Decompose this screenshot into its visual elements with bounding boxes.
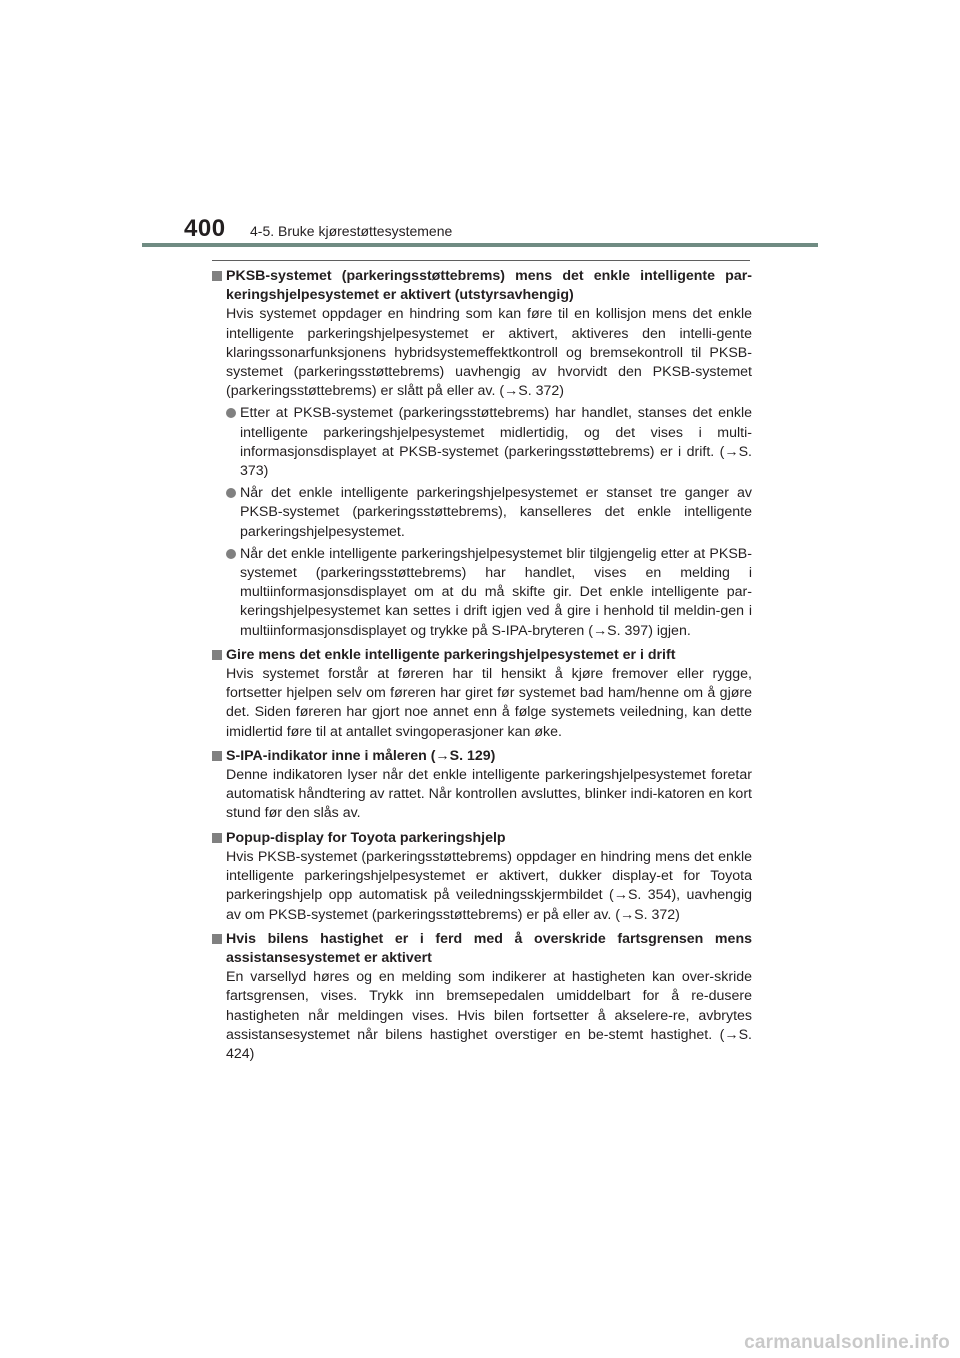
section-heading	[212, 829, 752, 848]
section-heading	[212, 267, 752, 305]
section-heading	[212, 646, 752, 665]
section-divider	[212, 260, 750, 261]
section-popup-display	[212, 829, 752, 925]
page-content	[212, 267, 752, 1069]
list-item-text: Når det enkle intelligente parkeringshjelpesystemet er stanset tre ganger av PKSB-systemet (parkeringsstøttebrems), kanselleres det enkle intelligente parkeringshjelpesystemet.	[240, 485, 752, 540]
list-item	[226, 545, 752, 641]
list-item-text: Etter at PKSB-systemet (parkeringsstøttebrems) har handlet, stanses det enkle intelligente parkeringshjelpesystemet midlertidig, og det vises i multi-informasjonsdisplayet at PKSB-systemet (parkeringsstøttebrems) er i drift. (→S. 373)	[240, 405, 752, 480]
square-bullet-icon	[212, 650, 222, 660]
section-gire	[212, 646, 752, 742]
page-header	[0, 0, 960, 260]
chapter-title: 4-5. Bruke kjørestøttesystemene	[250, 223, 453, 239]
section-body: Hvis systemet forstår at føreren har til hensikt å kjøre fremover eller rygge, fortsetter hjelpen selv om føreren har giret før systemet bad ham/henne om å gjøre det. Siden føreren har gjort noe annet enn å følge systemets veiledning, kan dette imidlertid føre til at antallet svingoperasjoner kan øke.	[226, 666, 752, 740]
square-bullet-icon	[212, 934, 222, 944]
section-heading-text: PKSB-systemet (parkeringsstøttebrems) mens det enkle intelligente par-keringshjelpesystemet er aktivert (utstyrsavhengig)	[226, 268, 752, 304]
section-body: Hvis PKSB-systemet (parkeringsstøttebrems) oppdager en hindring mens det enkle intelligente parkeringshjelpesystemet er aktivert, dukker display-et for Toyota parkeringshjelp opp automatisk på veiledningsskjermbildet (→S. 354), uavhengig av om PKSB-systemet (parkeringsstøttebrems) er på eller av. (→S. 372)	[226, 848, 752, 923]
section-pksb	[212, 267, 752, 641]
list-item	[226, 404, 752, 481]
section-heading-text: S-IPA-indikator inne i måleren (→S. 129)	[226, 747, 496, 764]
section-heading-text: Gire mens det enkle intelligente parkeringshjelpesystemet er i drift	[226, 646, 676, 663]
square-bullet-icon	[212, 751, 222, 761]
section-body: Denne indikatoren lyser når det enkle intelligente parkeringshjelpesystemet foretar automatisk håndtering av rattet. Når kontrollen avsluttes, blinker indi-katoren en kort stund før den slås av.	[226, 767, 752, 822]
section-speed-limit	[212, 930, 752, 1064]
page-number: 400	[184, 215, 226, 242]
round-bullet-icon	[226, 408, 236, 418]
list-item-text: Når det enkle intelligente parkeringshjelpesystemet blir tilgjengelig etter at PKSB-systemet (parkeringsstøttebrems) har handlet, vises en melding i multiinformasjonsdisplayet om at du må skifte gir. Det enkle intelligente par-keringshjelpesystemet kan settes i drift igjen ved å gire i henhold til meldin-gen i multiinformasjonsdisplayet og trykke på S-IPA-bryteren (→S. 397) igjen.	[240, 545, 752, 639]
section-heading-text: Hvis bilens hastighet er i ferd med å overskride fartsgrensen mens assistansesystemet er aktivert	[226, 930, 752, 966]
section-heading	[212, 930, 752, 968]
section-heading-text: Popup-display for Toyota parkeringshjelp	[226, 829, 506, 846]
list-item	[226, 484, 752, 542]
section-body: En varsellyd høres og en melding som indikerer at hastigheten kan over-skride fartsgrensen, vises. Trykk inn bremsepedalen umiddelbart for å re-dusere hastigheten når meldingen vises. Hvis bilen fortsetter å akselere-re, avbrytes assistansesystemet når bilens hastighet overstiger en be-stemt hastighet. (→S. 424)	[226, 969, 752, 1062]
section-heading	[212, 747, 752, 766]
header-divider	[142, 243, 818, 247]
round-bullet-icon	[226, 549, 236, 559]
watermark: carmanualsonline.info	[744, 1332, 950, 1353]
square-bullet-icon	[212, 271, 222, 281]
square-bullet-icon	[212, 833, 222, 843]
round-bullet-icon	[226, 488, 236, 498]
section-s-ipa-indicator	[212, 747, 752, 824]
section-body: Hvis systemet oppdager en hindring som kan føre til en kollisjon mens det enkle intelligente parkeringshjelpesystemet er aktivert, aktiveres den intelli-gente klaringssonarfunksjonens hybridsystemeffektkontroll og bremsekontroll til PKSB-systemet (parkeringsstøttebrems) uavhengig av hvorvidt den PKSB-systemet (parkeringsstøttebrems) er slått på eller av. (→S. 372)	[226, 306, 752, 400]
